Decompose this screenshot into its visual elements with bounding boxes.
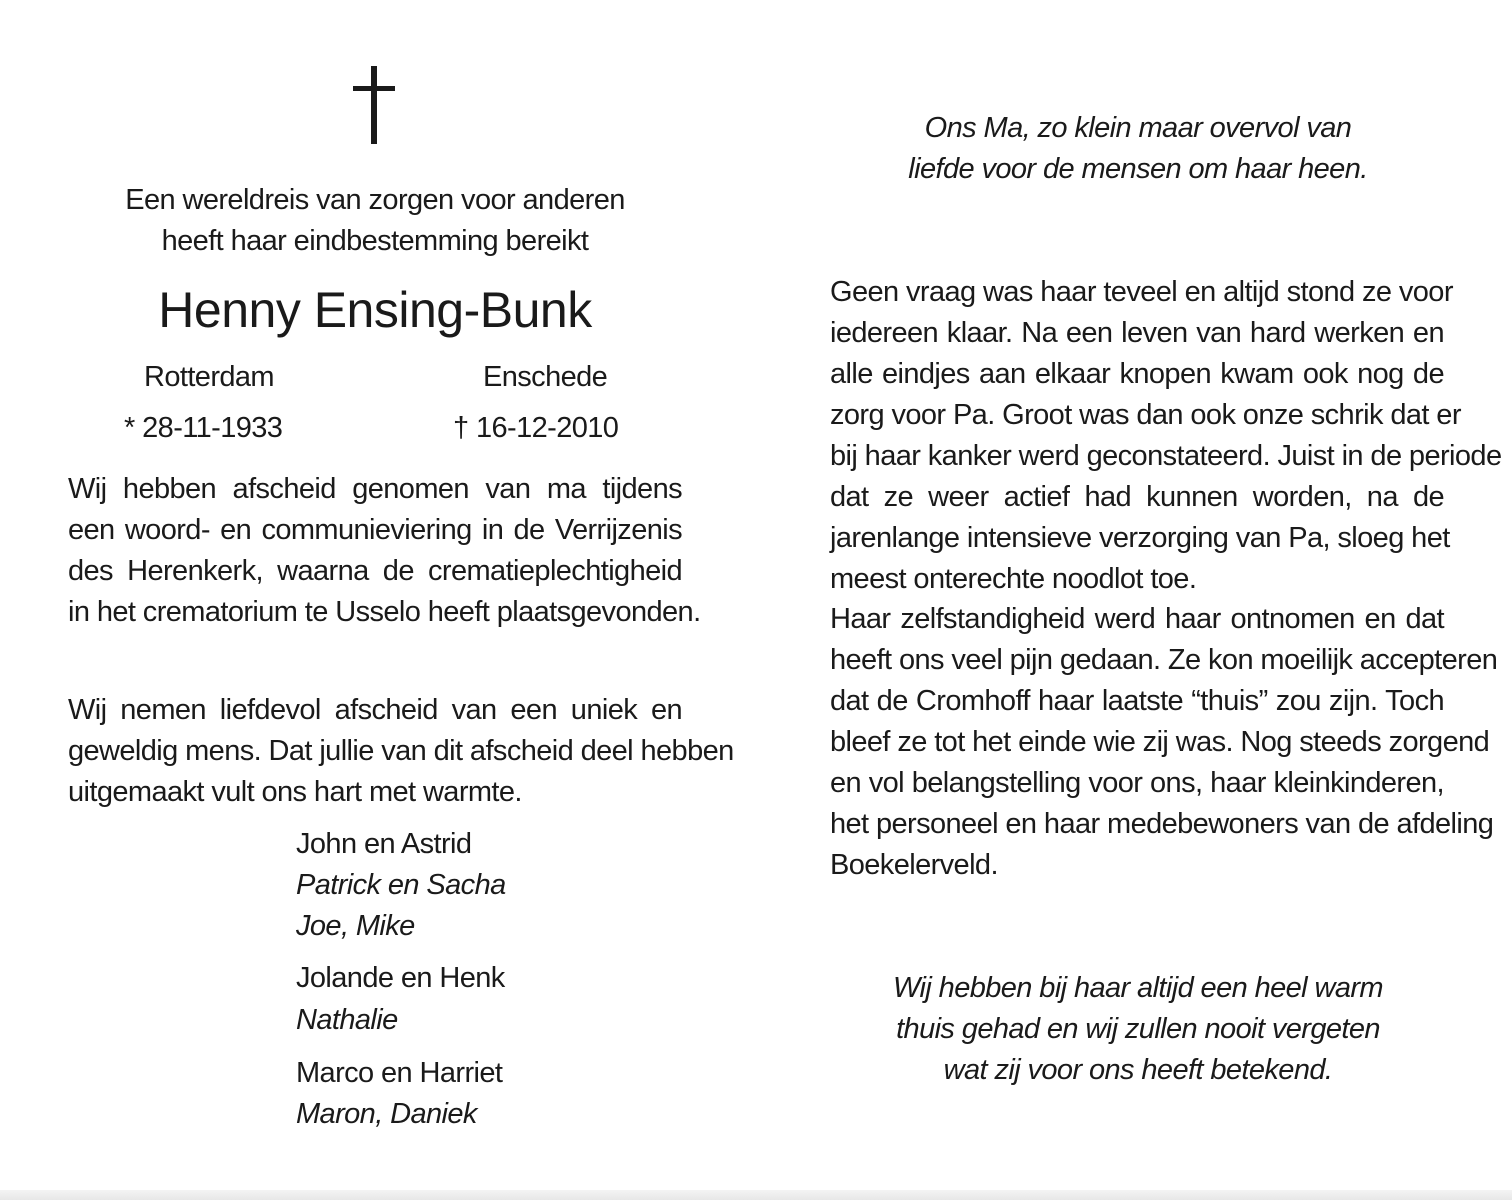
intro-line-1: Een wereldreis van zorgen voor anderen	[125, 184, 625, 216]
story-line: dat ze weer actief had kunnen worden, na de	[830, 481, 1444, 513]
family-parents-2: Jolande en Henk	[296, 962, 505, 994]
story-line: bij haar kanker werd geconstateerd. Juist in de periode	[830, 440, 1502, 472]
closing-line-1: Wij hebben bij haar altijd een heel warm	[893, 972, 1383, 1004]
story-line: en vol belangstelling voor ons, haar kleinkinderen,	[830, 767, 1444, 799]
service-line: Wij hebben afscheid genomen van ma tijdens	[68, 473, 682, 505]
family-parents-1: John en Astrid	[296, 828, 472, 860]
farewell-line: Wij nemen liefdevol afscheid van een uniek en	[68, 694, 682, 726]
story-line: jarenlange intensieve verzorging van Pa, sloeg het	[830, 522, 1450, 554]
family-children-1a: Patrick en Sacha	[296, 869, 506, 901]
family-parents-3: Marco en Harriet	[296, 1057, 503, 1089]
farewell-paragraph	[68, 690, 734, 813]
family-children-1b: Joe, Mike	[296, 910, 415, 942]
deceased-name: Henny Ensing-Bunk	[158, 282, 592, 338]
story-line: Haar zelfstandigheid werd haar ontnomen en dat	[830, 603, 1444, 635]
story-line: het personeel en haar medebewoners van de afdeling	[830, 808, 1494, 840]
intro-line-2: heeft haar eindbestemming bereikt	[161, 225, 589, 257]
death-place: Enschede	[483, 361, 608, 393]
farewell-line: geweldig mens. Dat jullie van dit afscheid deel hebben	[68, 735, 734, 767]
farewell-line: uitgemaakt vult ons hart met warmte.	[68, 776, 522, 808]
story-line: heeft ons veel pijn gedaan. Ze kon moeilijk accepteren	[830, 644, 1498, 676]
service-line: des Herenkerk, waarna de crematieplechtigheid	[68, 555, 682, 587]
service-paragraph	[68, 469, 701, 633]
service-line: in het crematorium te Usselo heeft plaatsgevonden.	[68, 596, 701, 628]
story-line: Boekelerveld.	[830, 849, 998, 881]
quote-line-1: Ons Ma, zo klein maar overvol van	[924, 112, 1352, 144]
story-line: Geen vraag was haar teveel en altijd stond ze voor	[830, 276, 1453, 308]
closing-line-2: thuis gehad en wij zullen nooit vergeten	[896, 1013, 1380, 1045]
birth-place: Rotterdam	[144, 361, 274, 393]
family-children-2: Nathalie	[296, 1004, 398, 1036]
quote-line-2: liefde voor de mensen om haar heen.	[908, 153, 1368, 185]
story-line: dat de Cromhoff haar laatste “thuis” zou zijn. Toch	[830, 685, 1444, 717]
death-date: † 16-12-2010	[453, 412, 619, 444]
story-line: zorg voor Pa. Groot was dan ook onze schrik dat er	[830, 399, 1461, 431]
story-line: alle eindjes aan elkaar knopen kwam ook nog de	[830, 358, 1444, 390]
scan-edge	[0, 1190, 1512, 1200]
cross-icon	[353, 66, 397, 144]
story-paragraph-2	[830, 599, 1498, 886]
closing-line-3: wat zij voor ons heeft betekend.	[943, 1054, 1333, 1086]
family-children-3: Maron, Daniek	[296, 1098, 477, 1130]
story-paragraph-1	[830, 272, 1502, 600]
service-line: een woord- en communieviering in de Verrijzenis	[68, 514, 682, 546]
story-line: iedereen klaar. Na een leven van hard werken en	[830, 317, 1444, 349]
story-line: bleef ze tot het einde wie zij was. Nog steeds zorgend	[830, 726, 1490, 758]
story-line: meest onterechte noodlot toe.	[830, 563, 1197, 595]
birth-date: * 28-11-1933	[124, 412, 283, 444]
